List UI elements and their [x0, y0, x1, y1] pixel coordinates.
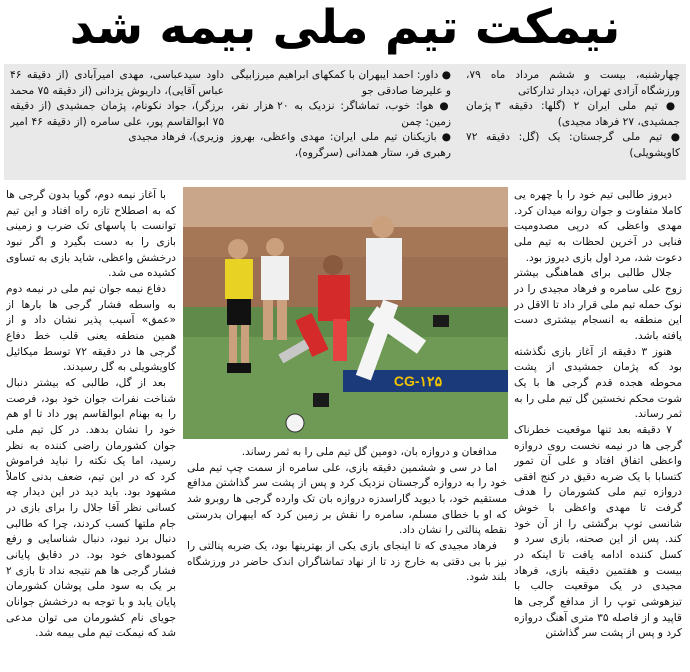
match-photo: [183, 187, 508, 439]
match-info-column-middle: [231, 68, 451, 176]
info-text: ● تیم ملی ایران ۲ (گلها: دقیقه ۳ پژمان جمشیدی، ۲۷ فرهاد مجیدی): [466, 100, 680, 128]
article-paragraph: با آغاز نیمه دوم، گویا بدون گرجی ها که به اصطلاح تازه راه افتاد و این تیم توانست با پاسهای تک ضرب و زمینی بازی را به دست بگیرد و اگر نبود درخشش واعظی، شاید بازی به تساوی کشیده می شد.: [6, 189, 176, 280]
football-match-photo: [183, 187, 508, 439]
article-column-left: [6, 188, 176, 672]
info-text: ● هوا: خوب، تماشاگر: نزدیک به ۲۰ هزار نفر، زمین: چمن: [231, 100, 451, 128]
article-paragraph: دیروز طالبی تیم خود را با چهره یی کاملا متفاوت و جوان روانه میدان کرد. مهدی واعظی که درپی مصدومیت فنایی در آخرین لحظات به تیم ملی دعوت شد، مرد اول بازی دیروز بود.: [514, 189, 682, 264]
info-text: ● تیم ملی گرجستان: یک (گل: دقیقه ۷۲ کاویشویلی): [466, 131, 680, 159]
headline: نیمکت تیم ملی بیمه شد: [69, 0, 621, 55]
match-info-box: [4, 64, 686, 180]
article-paragraph: ۷ دقیقه بعد تنها موقعیت خطرناک گرجی ها در نیمه نخست روی دروازه واعظی اتفاق افتاد و علی آن تمور کتسابا با یک ضربه دقیق در کنج افقی دروازه تیم ملی کشورمان را هدف گرفت تا مهدی واعظی با خوش شانسی توپ برگشتی را از آن خود کند. پس از این صحنه، بازی سرد و کسل کننده ادامه یافت تا اینکه در بیست و هفتمین دقیقه بازی، فرهاد مجیدی در یک موقعیت جالب با تیزهوشی توپ را از مدافع گرجی ها قاپید و از فاصله ۳۵ متری آهنگ دروازه کرد و پس از پشت سر گذاشتن: [514, 423, 682, 640]
info-text: ● داور: احمد ایبهران با کمکهای ابراهیم میرزابیگی و علیرضا صادقی جو: [231, 69, 451, 97]
article-paragraph: جلال طالبی برای هماهنگی بیشتر زوج علی سامره و فرهاد مجیدی را در نوک حمله تیم ملی قرار داد تا الاقل در این منطقه به انسجام بیشتری دست یافته باشد.: [514, 267, 682, 342]
article-column-middle: [187, 445, 507, 672]
article-paragraph: اما در سی و ششمین دقیقه بازی، علی سامره از سمت چپ تیم ملی خود را به دروازه گرجستان نزدیک کرد و پس از پشت سر گذاشتن مدافع مستقیم خود، با دیوید گاراسدزه دروازه بان تک وارده گرجی ها روبرو شد که او با خطای مسلم، سامره را نقش بر زمین کرد که ایبهران بدرستی نقطه پنالتی را نشان داد.: [187, 461, 507, 537]
article-paragraph: دفاع نیمه جوان تیم ملی در نیمه دوم به واسطه فشار گرجی ها بارها از «عمق» آسیب پذیر نشان داد و از همین منطقه یعنی قلب خط دفاع گرجی ها در دقیقه ۷۲ توسط میکائیل کاویشویلی به گل رسیدند.: [6, 282, 176, 374]
article-paragraph: فرهاد مجیدی که تا اینجای بازی یکی از بهترینها بود، یک ضربه پنالتی را نیز با بی دقتی به خارج زد تا از نهاد تماشاگران اندک حاضر در ورزشگاه بلند شود.: [187, 539, 507, 584]
info-text: چهارشنبه، بیست و ششم مرداد ماه ۷۹، ورزشگاه آزادی تهران، دیدار تدارکاتی: [466, 69, 680, 97]
match-info-column-right: [466, 68, 680, 176]
article-column-right: [514, 188, 682, 672]
info-text: داود سیدعباسی، مهدی امیرآبادی (از دقیقه ۴۶ عباس آقایی)، داریوش یزدانی (از دقیقه ۷۵ محمد برزگر)، جواد نکونام، پژمان جمشیدی (از دقیقه ۷۵ ابوالقاسم پور، علی سامره (از دقیقه ۴۶ امیر وزیری)، فرهاد مجیدی: [10, 69, 224, 144]
svg-text:CG-۱۲۵: CG-۱۲۵: [393, 373, 443, 389]
match-info-column-left: [10, 68, 224, 176]
info-text: ● بازیکنان تیم ملی ایران: مهدی واعظی، بهروز رهبری فر، ستار همدانی (سرگروه)،: [231, 131, 451, 159]
article-paragraph: هنوز ۳ دقیقه از آغاز بازی نگذشته بود که پژمان جمشیدی از پشت محوطه هجده قدم گرجی ها با یک شوت محکم نخستین گل تیم ملی را به ثمر رساند.: [514, 345, 682, 421]
article-paragraph: مدافعان و دروازه بان، دومین گل تیم ملی را به ثمر رساند.: [241, 446, 497, 458]
article-paragraph: بعد از گل، طالبی که بیشتر دنبال شناخت نفرات جوان خود بود، فرصت را به بهنام ابوالقاسم پور داد تا او هم خود را نشان بدهد. در کل تیم ملی جوان کشورمان راضی کننده به نظر رسید، اما یک نکته را نباید فراموش کرد که در این تیم، ضعف بدنی کاملاً مشهود بود. باید دید در این دیدار چه کسانی نظر آقا جلال را برای بازی در جام ملتها کسب کردند، چرا که طالبی دنبال برد نبود، دنبال شناسایی و رفع کمبودهای خود بود. در دقایق پایانی فشار گرجی ها هم نتیجه نداد تا بازی ۲ بر یک به سود ملی پوشان کشورمان پایان یابد و با توجه به درخشش جوانان جویای نام کشورمان می توان مدعی شد که نیمکت تیم ملی بیمه شد.: [6, 376, 176, 640]
